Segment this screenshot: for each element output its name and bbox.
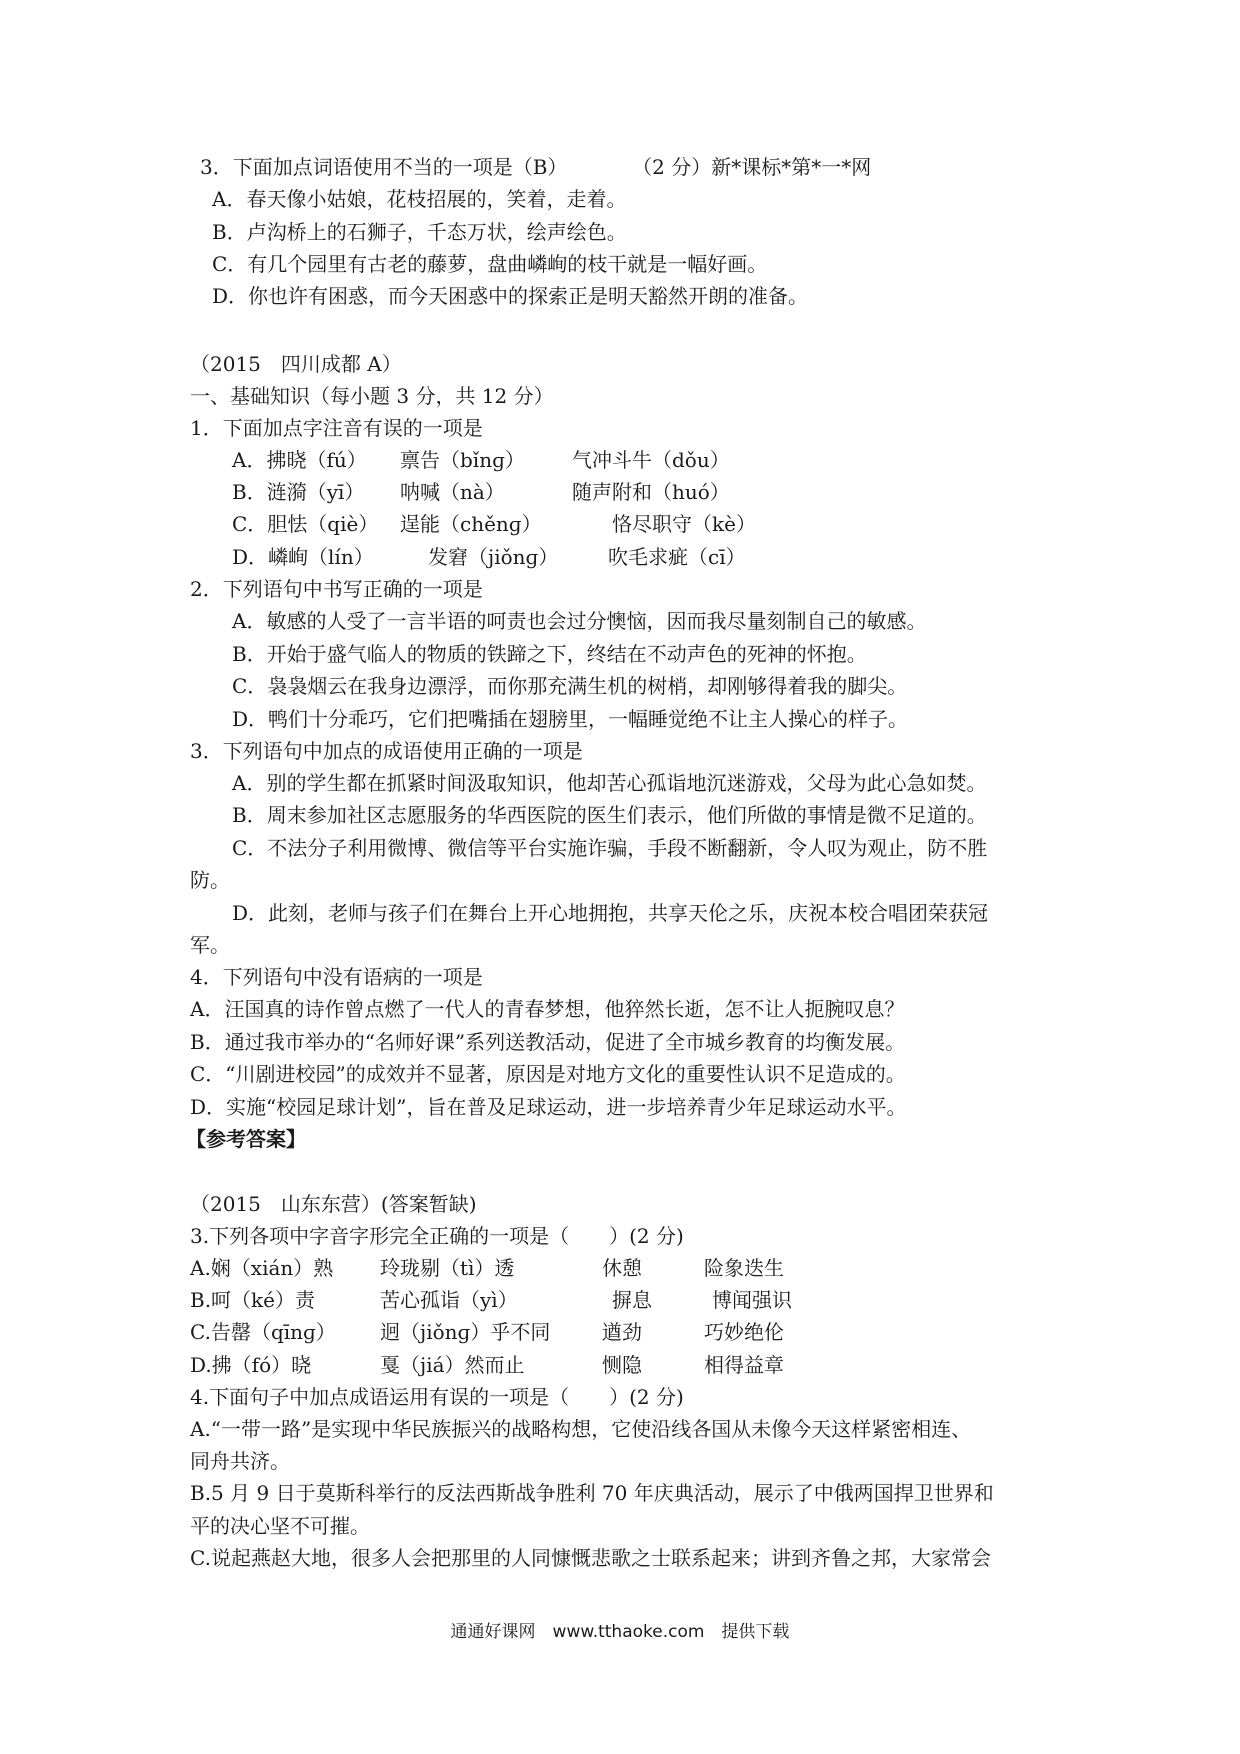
- question-stem: 4．下列语句中没有语病的一项是: [190, 965, 483, 989]
- answer-label: 【参考答案】: [186, 1127, 306, 1151]
- option: B．开始于盛气临人的物质的铁蹄之下，终结在不动声色的死神的怀抱。: [232, 642, 867, 666]
- option: C．“川剧进校园”的成效并不显著，原因是对地方文化的重要性认识不足造成的。: [190, 1062, 906, 1086]
- cell: C．胆怯（qiè）: [232, 512, 379, 536]
- cell: 随声附和（huó）: [572, 480, 730, 504]
- option: D．鸭们十分乖巧，它们把嘴插在翅膀里，一幅睡觉绝不让主人操心的样子。: [232, 707, 909, 731]
- cell: 逞能（chěnɡ）: [400, 512, 542, 536]
- option: B．卢沟桥上的石狮子，千态万状，绘声绘色。: [212, 220, 627, 244]
- option: A．春天像小姑娘，花枝招展的，笑着，走着。: [212, 187, 627, 211]
- question-stem: 3.下列各项中字音字形完全正确的一项是（ ）(2 分): [190, 1224, 684, 1248]
- cell: B.呵（ké）责: [190, 1288, 316, 1312]
- cell: 发窘（jiǒnɡ）: [428, 545, 559, 569]
- page-footer: 通通好课网 www.tthaoke.com 提供下载: [450, 1622, 790, 1642]
- source-label: （2015 山东东营）(答案暂缺): [190, 1192, 477, 1216]
- cell: 吹毛求疵（cī）: [608, 545, 746, 569]
- option: A．敏感的人受了一言半语的呵责也会过分懊恼，因而我尽量刻制自己的敏感。: [232, 609, 927, 633]
- option: B．周末参加社区志愿服务的华西医院的医生们表示，他们所做的事情是微不足道的。: [232, 803, 987, 827]
- cell: D.拂（fó）晓: [190, 1353, 312, 1377]
- source-label: （2015 四川成都 A）: [190, 352, 402, 376]
- option: D．你也许有困惑，而今天困惑中的探索正是明天豁然开朗的准备。: [212, 284, 809, 308]
- cell: 险象迭生: [704, 1256, 784, 1280]
- question-stem: 1．下面加点字注音有误的一项是: [190, 416, 483, 440]
- option: C．有几个园里有古老的藤萝，盘曲嶙峋的枝干就是一幅好画。: [212, 252, 768, 276]
- cell: 呐喊（nà）: [400, 480, 505, 504]
- option: A．汪国真的诗作曾点燃了一代人的青春梦想，他猝然长逝，怎不让人扼腕叹息？: [190, 997, 905, 1021]
- cell: 恪尽职守（kè）: [612, 512, 756, 536]
- option: A.“一带一路”是实现中华民族振兴的战略构想，它使沿线各国从未像今天这样紧密相连、: [190, 1417, 972, 1441]
- cell: 巧妙绝伦: [704, 1320, 784, 1344]
- option: A．别的学生都在抓紧时间汲取知识，他却苦心孤诣地沉迷游戏，父母为此心急如焚。: [232, 771, 987, 795]
- cell: 禀告（bǐnɡ）: [400, 448, 525, 472]
- cell: A．拂晓（fú）: [232, 448, 367, 472]
- cell: 摒息: [612, 1288, 652, 1312]
- option: B.5 月 9 日于莫斯科举行的反法西斯战争胜利 70 年庆典活动，展示了中俄两国捍卫世界和: [190, 1481, 994, 1505]
- option: D．此刻，老师与孩子们在舞台上开心地拥抱，共享天伦之乐，庆祝本校合唱团荣获冠: [232, 901, 989, 925]
- cell: 戛（jiá）然而止: [380, 1353, 525, 1377]
- question-stem: 3．下列语句中加点的成语使用正确的一项是: [190, 739, 583, 763]
- cell: 恻隐: [602, 1353, 642, 1377]
- option: D．实施“校园足球计划”，旨在普及足球运动，进一步培养青少年足球运动水平。: [190, 1095, 907, 1119]
- section-heading: 一、基础知识（每小题 3 分，共 12 分）: [190, 384, 554, 408]
- cell: C.告罄（qīnɡ）: [190, 1320, 336, 1344]
- option: C．袅袅烟云在我身边漂浮，而你那充满生机的树梢，却刚够得着我的脚尖。: [232, 674, 908, 698]
- option-continuation: 军。: [190, 933, 230, 957]
- option-continuation: 平的决心坚不可摧。: [190, 1514, 370, 1538]
- question-stem: 3．下面加点词语使用不当的一项是（B）: [200, 155, 568, 179]
- cell: B．涟漪（yī）: [232, 480, 365, 504]
- option: C.说起燕赵大地，很多人会把那里的人同慷慨悲歌之士联系起来；讲到齐鲁之邦，大家常会: [190, 1546, 991, 1570]
- cell: 相得益章: [704, 1353, 784, 1377]
- cell: 迥（jiǒnɡ）乎不同: [380, 1320, 551, 1344]
- option: C．不法分子利用微博、微信等平台实施诈骗，手段不断翻新，令人叹为观止，防不胜: [232, 836, 988, 860]
- cell: 遒劲: [602, 1320, 642, 1344]
- cell: 气冲斗牛（dǒu）: [572, 448, 730, 472]
- option: B．通过我市举办的“名师好课”系列送教活动，促进了全市城乡教育的均衡发展。: [190, 1030, 906, 1054]
- question-stem: 2．下列语句中书写正确的一项是: [190, 577, 483, 601]
- question-score: （2 分）新*课标*第*一*网: [632, 155, 872, 179]
- cell: D．嶙峋（lín）: [232, 545, 374, 569]
- cell: 博闻强识: [712, 1288, 792, 1312]
- cell: 苦心孤诣（yì）: [380, 1288, 518, 1312]
- option-continuation: 同舟共济。: [190, 1449, 290, 1473]
- question-stem: 4.下面句子中加点成语运用有误的一项是（ ）(2 分): [190, 1385, 684, 1409]
- cell: 休憩: [602, 1256, 642, 1280]
- cell: A.娴（xián）熟: [190, 1256, 334, 1280]
- cell: 玲珑剔（tì）透: [380, 1256, 515, 1280]
- option-continuation: 防。: [190, 868, 230, 892]
- q3-stem-1: [200, 153, 871, 181]
